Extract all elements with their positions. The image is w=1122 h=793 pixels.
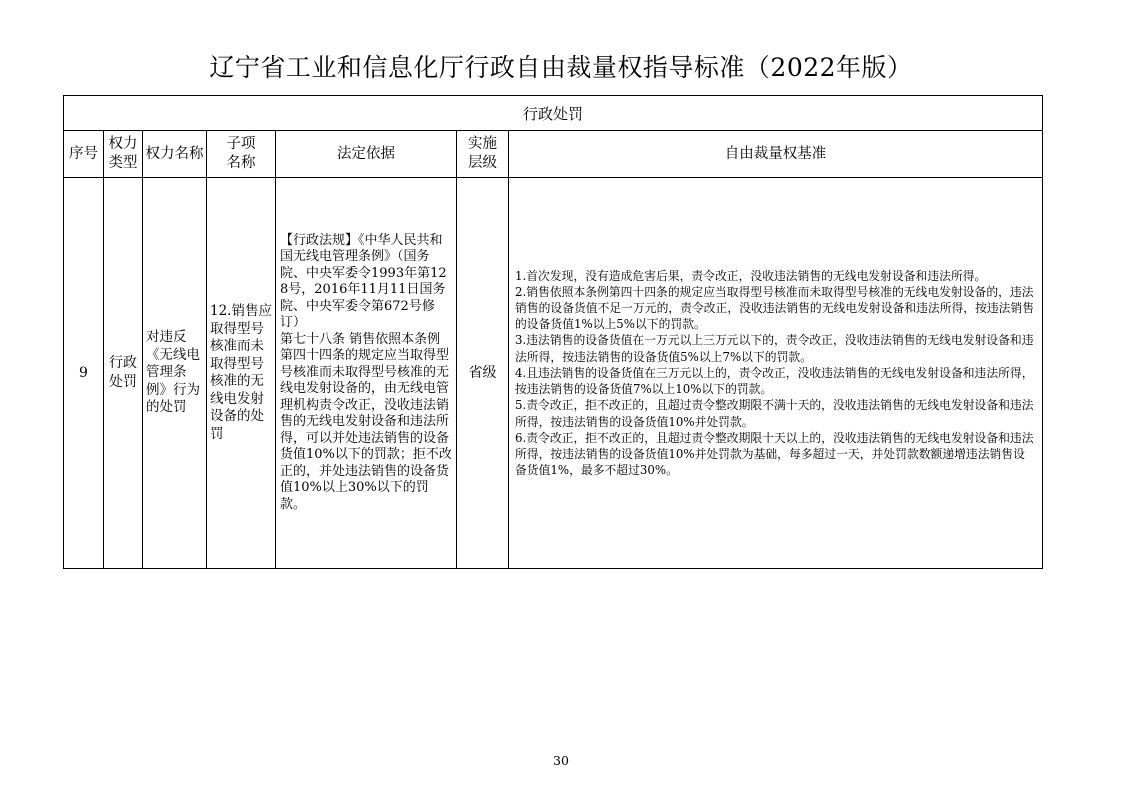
page-number: 30 xyxy=(553,753,569,768)
standard-item: 2.销售依照本条例第四十四条的规定应当取得型号核准而未取得型号核准的无线电发射设备的，违法销售的设备货值不足一万元的，责令改正，没收违法销售的无线电发射设备和违法所得，按违法销售的设备货值1%以上5%以下的罚款。 xyxy=(515,284,1035,332)
col-header-power-type: 权力类型 xyxy=(104,131,143,178)
col-header-implementation-level: 实施层级 xyxy=(457,131,509,178)
table-row xyxy=(64,178,1043,569)
power-type-cell: 行政处罚 xyxy=(104,178,143,569)
legal-basis-cell xyxy=(276,178,457,569)
legal-basis-source: 【行政法规】《中华人民共和国无线电管理条例》（国务院、中央军委令1993年第128号，2016年11月11日国务院、中央军委令第672号修订） xyxy=(280,232,447,331)
col-header-serial: 序号 xyxy=(64,131,104,178)
legal-basis-article: 第七十八条 销售依照本条例第四十四条的规定应当取得型号核准而未取得型号核准的无线电发射设备的，由无线电管理机构责令改正，没收违法销售的无线电发射设备和违法所得，可以并处违法销售的设备货值10%以下的罚款；拒不改正的，并处违法销售的设备货值10%以上30%以下的罚款。 xyxy=(280,331,452,512)
standard-item: 6.责令改正，拒不改正的，且超过责令整改期限十天以上的，没收违法销售的无线电发射设备和违法所得，按违法销售的设备货值10%并处罚款为基础，每多超过一天，并处罚款数额递增违法销售设备货值1%，最多不超过30%。 xyxy=(515,430,1034,478)
sub-item-name-cell: 12.销售应取得型号核准而未取得型号核准的无线电发射设备的处罚 xyxy=(207,178,276,569)
standard-item: 4.且违法销售的设备货值在三万元以上的，责令改正，没收违法销售的无线电发射设备和违法所得，按违法销售的设备货值7%以上10%以下的罚款。 xyxy=(515,365,1034,397)
col-header-power-name: 权力名称 xyxy=(143,131,207,178)
discretion-standard-table xyxy=(63,95,1043,569)
col-header-legal-basis: 法定依据 xyxy=(276,131,457,178)
serial-cell: 9 xyxy=(64,178,104,569)
standard-item: 1.首次发现，没有造成危害后果，责令改正，没收违法销售的无线电发射设备和违法所得。 xyxy=(515,268,987,283)
col-header-sub-item-name: 子项名称 xyxy=(207,131,276,178)
col-header-discretion-standard: 自由裁量权基准 xyxy=(509,131,1043,178)
page-title: 辽宁省工业和信息化厅行政自由裁量权指导标准（2022年版） xyxy=(209,53,913,82)
standard-item: 5.责令改正，拒不改正的，且超过责令整改期限不满十天的，没收违法销售的无线电发射设备和违法所得，按违法销售的设备货值10%并处罚款。 xyxy=(515,398,1034,429)
section-header: 行政处罚 xyxy=(64,96,1043,131)
implementation-level-cell: 省级 xyxy=(457,178,509,569)
power-name-cell: 对违反《无线电管理条例》行为的处罚 xyxy=(143,178,207,569)
column-header-row xyxy=(64,131,1043,178)
discretion-standard-cell xyxy=(509,178,1043,569)
standard-item: 3.违法销售的设备货值在一万元以上三万元以下的，责令改正，没收违法销售的无线电发射设备和违法所得，按违法销售的设备货值5%以上7%以下的罚款。 xyxy=(515,333,1034,364)
